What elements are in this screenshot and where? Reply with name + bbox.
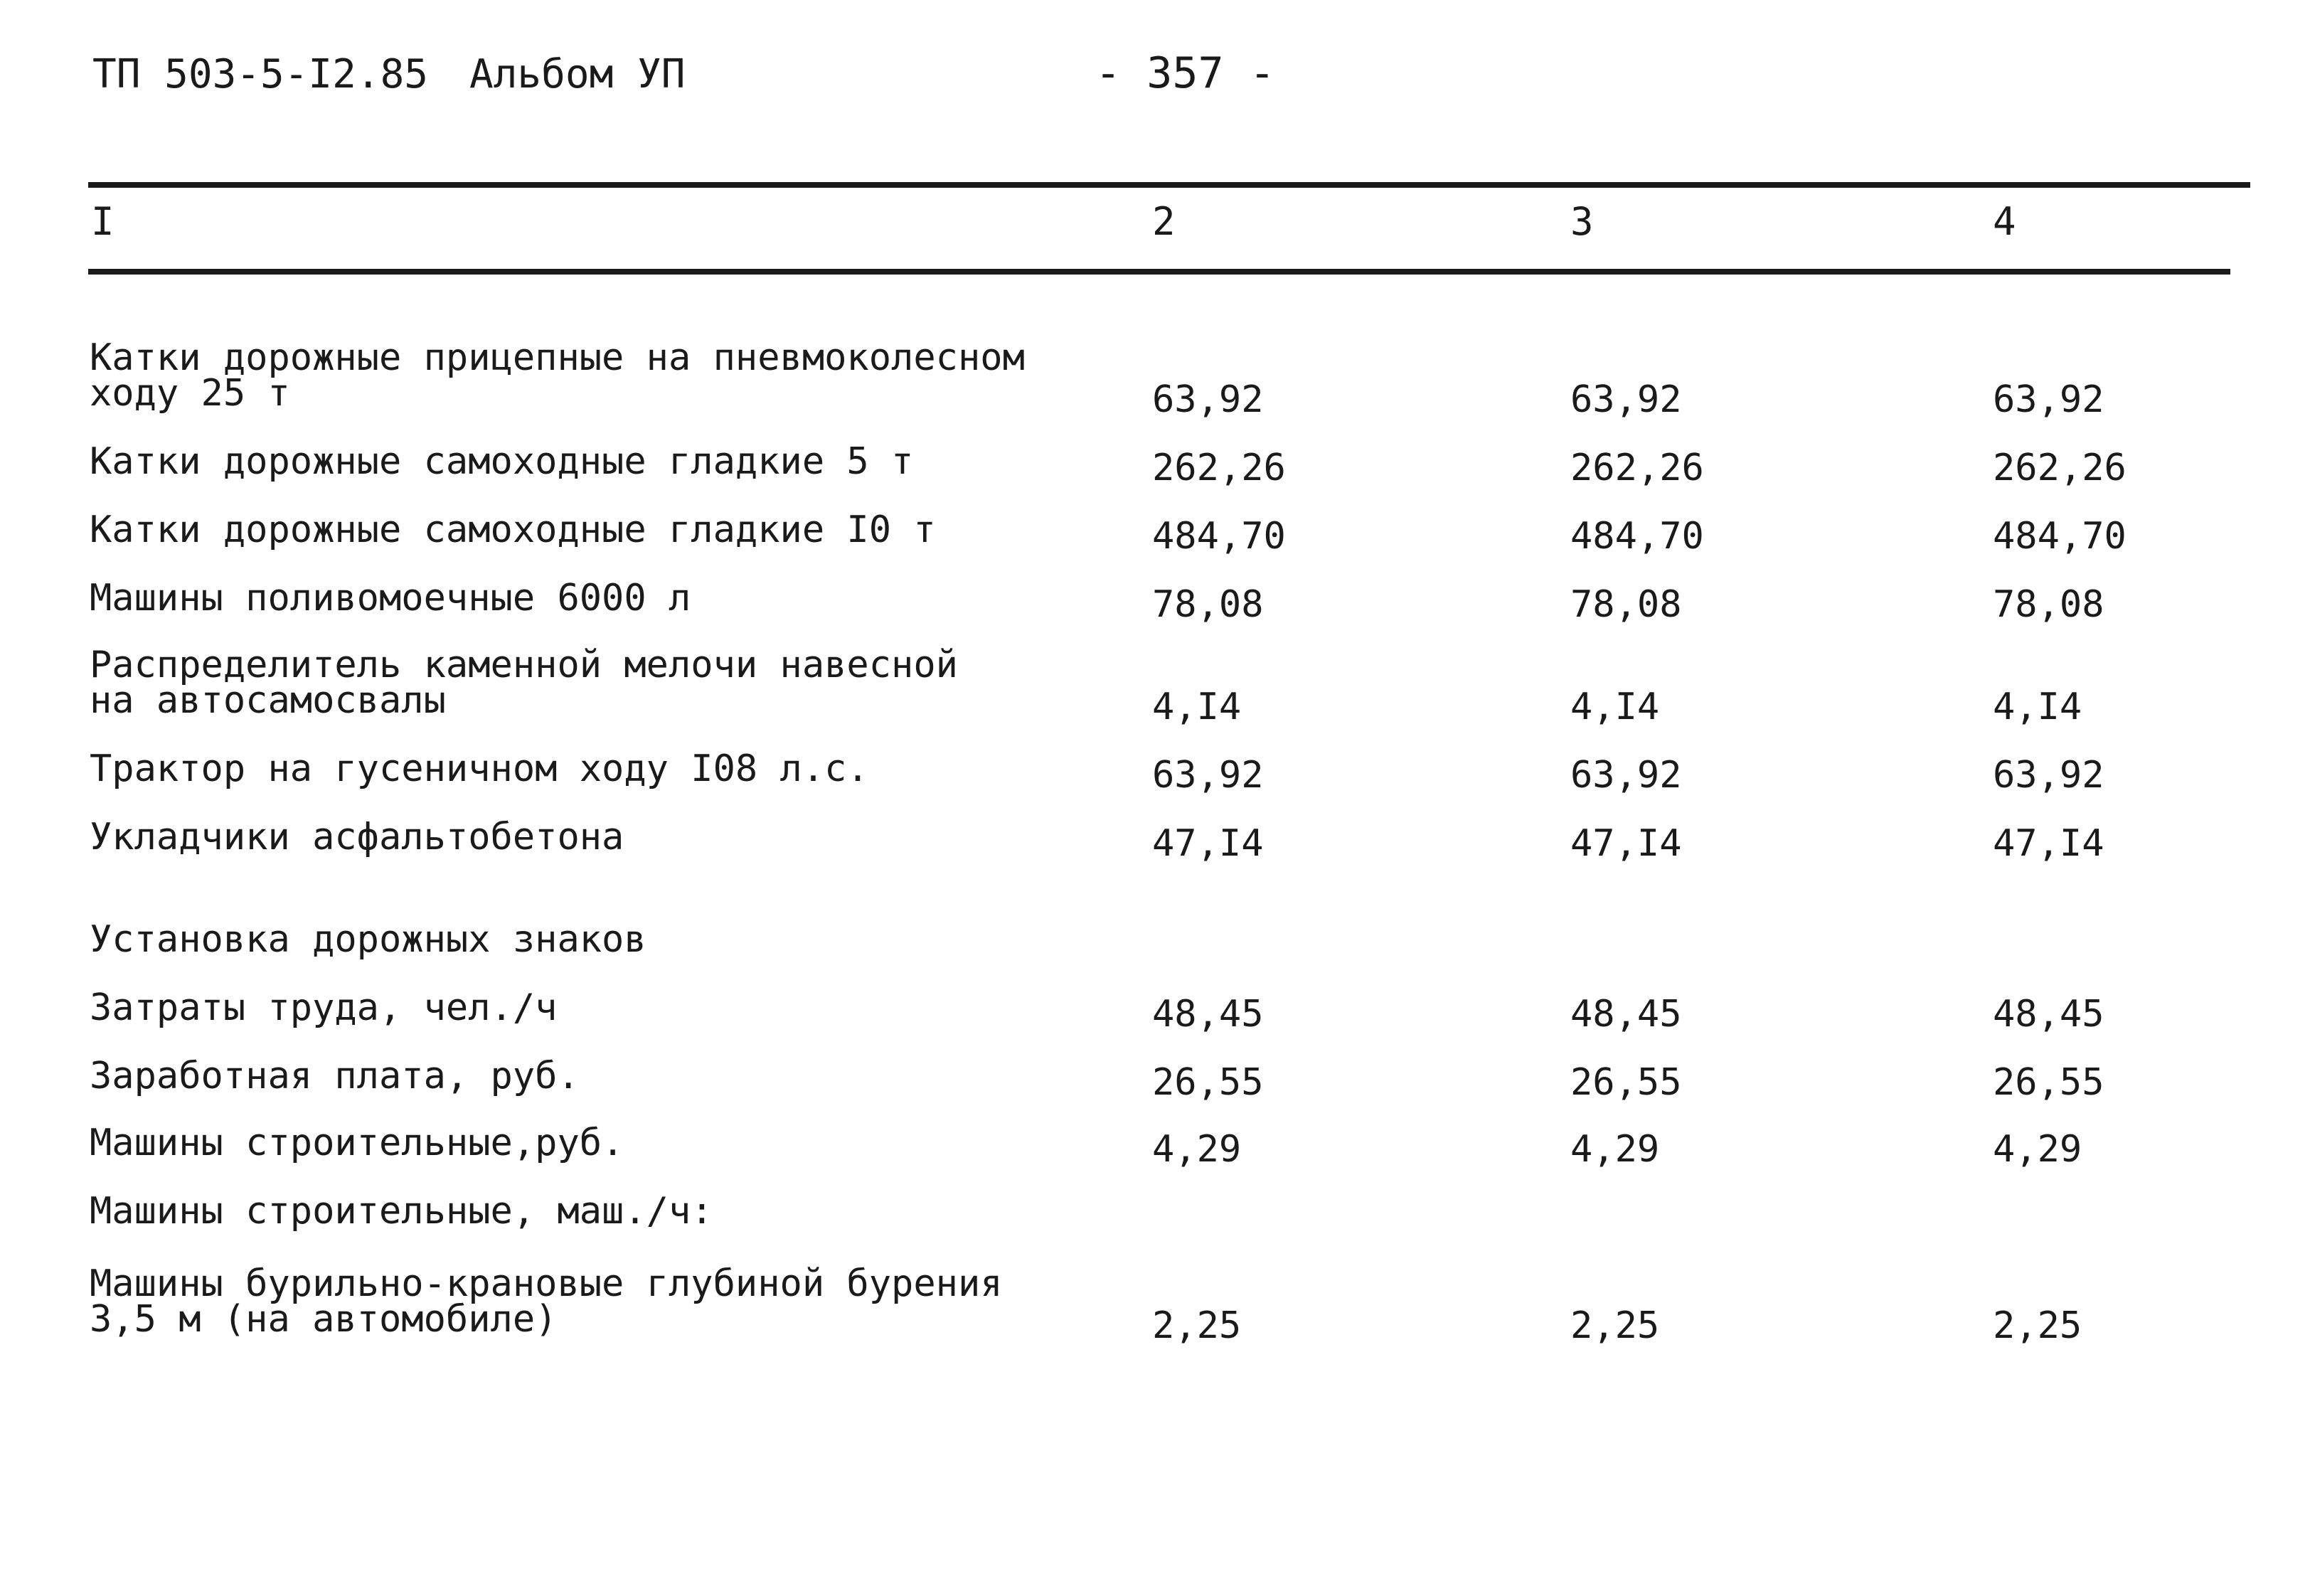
cell-col-4: 4,29 (1993, 1128, 2082, 1171)
cell-col-2: 26,55 (1152, 1061, 1264, 1104)
cell-col-2: 63,92 (1152, 378, 1264, 421)
cell-col-2: 78,08 (1152, 583, 1264, 626)
cell-col-3: 47,I4 (1570, 822, 1682, 865)
row-label-line: Машины бурильно-крановые глубиной бурения (90, 1262, 1003, 1305)
row-label (90, 509, 936, 551)
row-label (90, 440, 914, 483)
cell-col-4: 63,92 (1993, 754, 2104, 797)
row-label (90, 986, 558, 1029)
cell-col-2: 262,26 (1152, 447, 1286, 489)
cell-col-3: 262,26 (1570, 447, 1704, 489)
page-number: - 357 - (1095, 48, 1275, 98)
cell-col-2: 47,I4 (1152, 822, 1264, 865)
column-header-4: 4 (1993, 199, 2016, 244)
cell-col-4: 48,45 (1993, 993, 2104, 1036)
cell-col-3: 63,92 (1570, 378, 1682, 421)
row-label (90, 1262, 1003, 1341)
cell-col-2: 2,25 (1152, 1304, 1242, 1347)
cell-col-4: 2,25 (1993, 1304, 2082, 1347)
album-label: Альбом УП (469, 51, 686, 97)
row-label-line: Катки дорожные самоходные гладкие I0 т (90, 509, 936, 551)
row-label (90, 918, 646, 961)
row-label-line: Затраты труда, чел./ч (90, 986, 558, 1029)
cell-col-2: 48,45 (1152, 993, 1264, 1036)
row-label (90, 1055, 580, 1097)
column-header-1: I (91, 199, 115, 244)
cell-col-4: 47,I4 (1993, 822, 2104, 865)
row-label-line: Укладчики асфальтобетона (90, 816, 624, 858)
cell-col-3: 484,70 (1570, 515, 1704, 558)
cell-col-3: 48,45 (1570, 993, 1682, 1036)
column-header-2: 2 (1152, 199, 1176, 244)
document-code: ТП 503-5-I2.85 (92, 51, 429, 97)
cell-col-4: 78,08 (1993, 583, 2104, 626)
cell-col-2: 484,70 (1152, 515, 1286, 558)
cell-col-4: 26,55 (1993, 1061, 2104, 1104)
cell-col-3: 78,08 (1570, 583, 1682, 626)
cell-col-3: 2,25 (1570, 1304, 1660, 1347)
row-label-line: Установка дорожных знаков (90, 918, 646, 961)
row-label-line: Катки дорожные самоходные гладкие 5 т (90, 440, 914, 483)
cell-col-3: 63,92 (1570, 754, 1682, 797)
table-header-rule (88, 269, 2230, 275)
row-label-line: Распределитель каменной мелочи навесной (90, 644, 958, 686)
row-label (90, 748, 869, 790)
row-label (90, 577, 691, 619)
row-label-line: Катки дорожные прицепные на пневмоколесном (90, 336, 1025, 379)
row-label (90, 644, 958, 722)
row-label-line: Заработная плата, руб. (90, 1055, 580, 1097)
row-label-line: ходу 25 т (90, 372, 290, 415)
row-label-line: Машины поливомоечные 6000 л (90, 577, 691, 619)
cell-col-3: 4,I4 (1570, 686, 1660, 728)
cell-col-2: 4,I4 (1152, 686, 1242, 728)
cell-col-4: 262,26 (1993, 447, 2127, 489)
cell-col-4: 4,I4 (1993, 686, 2082, 728)
cell-col-3: 4,29 (1570, 1128, 1660, 1171)
row-label (90, 1122, 624, 1164)
row-label-line: 3,5 м (на автомобиле) (90, 1298, 558, 1341)
cell-col-2: 4,29 (1152, 1128, 1242, 1171)
row-label-line: Машины строительные, маш./ч: (90, 1190, 713, 1233)
row-label-line: Трактор на гусеничном ходу I08 л.с. (90, 748, 869, 790)
row-label (90, 1190, 713, 1233)
row-label-line: Машины строительные,руб. (90, 1122, 624, 1164)
column-header-3: 3 (1570, 199, 1594, 244)
row-label (90, 816, 624, 858)
row-label-line: на автосамосвалы (90, 679, 446, 722)
row-label (90, 336, 1025, 415)
cell-col-4: 484,70 (1993, 515, 2127, 558)
cell-col-4: 63,92 (1993, 378, 2104, 421)
table-top-rule (88, 182, 2250, 188)
cell-col-2: 63,92 (1152, 754, 1264, 797)
cell-col-3: 26,55 (1570, 1061, 1682, 1104)
